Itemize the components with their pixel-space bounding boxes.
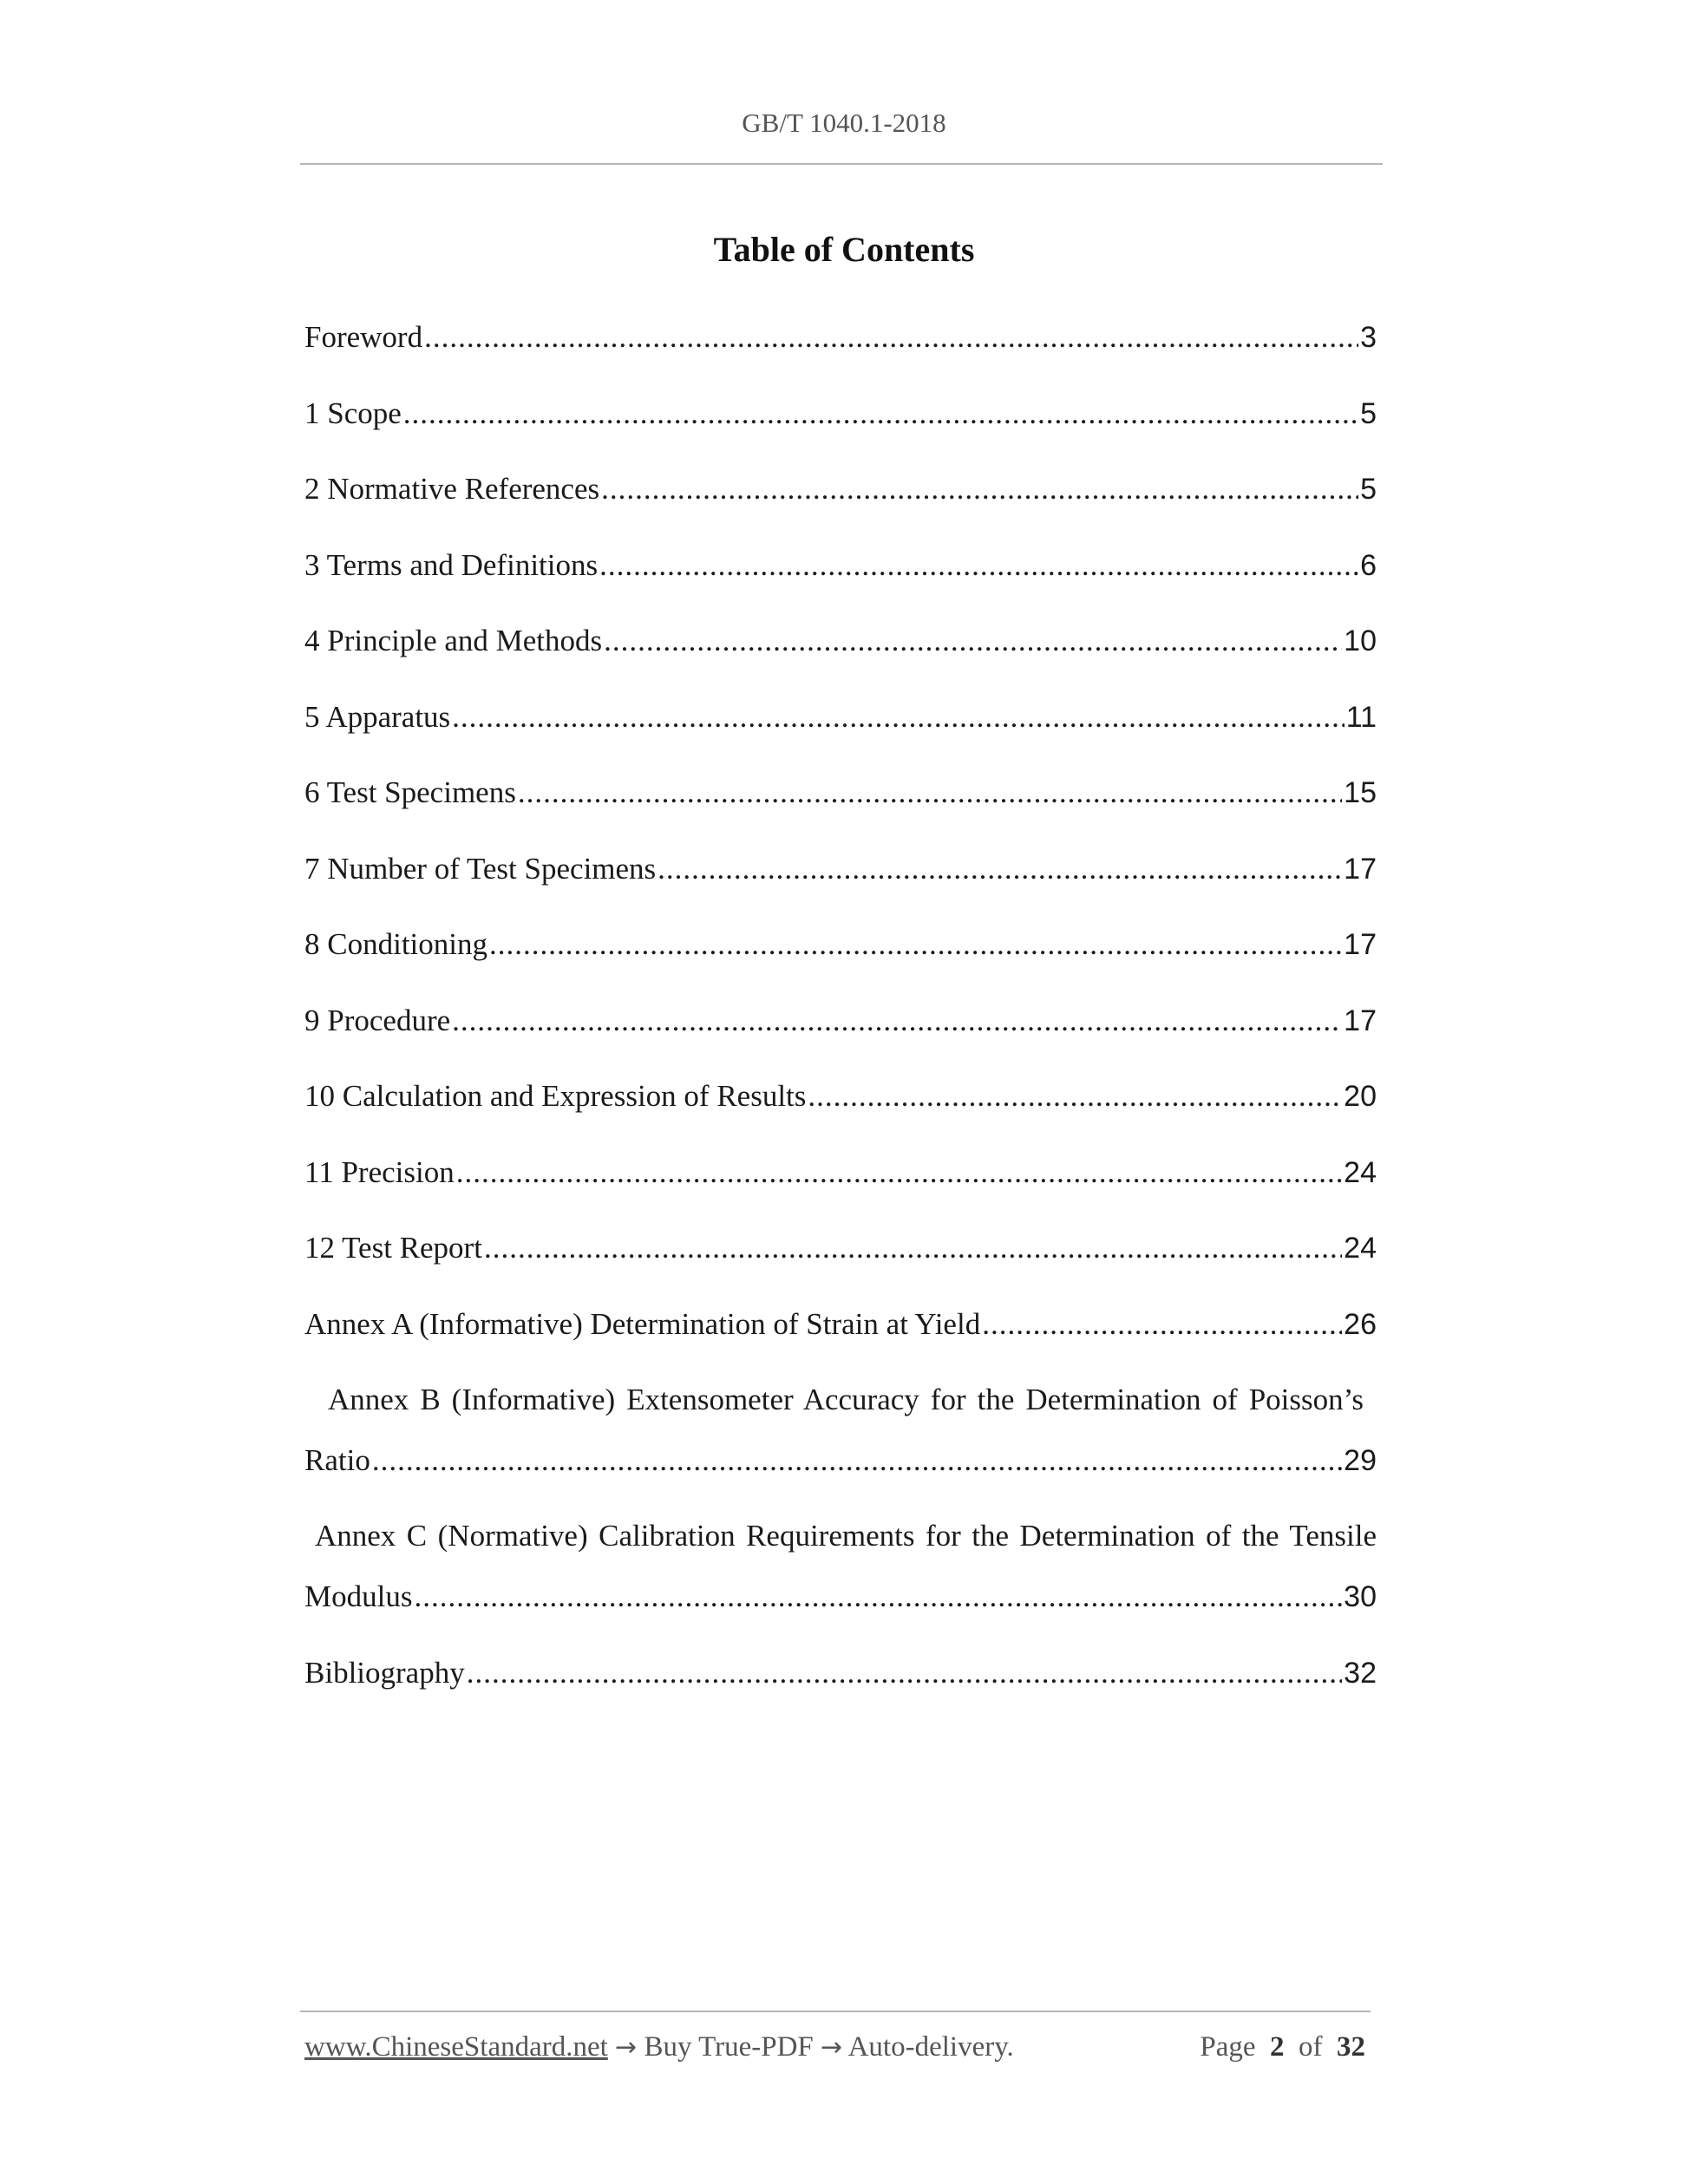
page-label: Page (1200, 2031, 1256, 2063)
toc-entry-label-line2: Modulus (304, 1579, 413, 1613)
toc-entry-label: 11 Precision (304, 1155, 455, 1189)
page-indicator (1200, 2031, 1365, 2063)
total-page-count: 32 (1337, 2031, 1365, 2063)
current-page-number: 2 (1270, 2031, 1285, 2063)
dot-leader (452, 697, 1345, 737)
toc-entry-label: 10 Calculation and Expression of Results (304, 1079, 807, 1113)
toc-entry-page: 20 (1344, 1080, 1377, 1113)
dot-leader (456, 1153, 1342, 1193)
toc-entry-precision[interactable] (304, 1153, 1377, 1193)
toc-entry-label: 6 Test Specimens (304, 775, 516, 809)
toc-entry-terms-and-definitions[interactable] (304, 546, 1377, 585)
toc-entry-label: 1 Scope (304, 396, 402, 430)
dot-leader (372, 1441, 1342, 1481)
toc-entry-scope[interactable] (304, 394, 1377, 434)
toc-entry-label: Bibliography (304, 1656, 465, 1690)
dot-leader (414, 1577, 1342, 1617)
document-code-header: GB/T 1040.1-2018 (742, 108, 946, 138)
dot-leader (982, 1305, 1342, 1344)
auto-delivery-text: Auto-delivery. (847, 2031, 1014, 2063)
header-divider (300, 163, 1383, 165)
toc-entry-page: 24 (1344, 1232, 1377, 1265)
of-label: of (1299, 2031, 1323, 2063)
toc-entry-label: 12 Test Report (304, 1231, 482, 1265)
toc-entry-page: 11 (1345, 701, 1377, 734)
toc-entry-label: 7 Number of Test Specimens (304, 852, 657, 886)
toc-entry-annex-a[interactable] (304, 1305, 1377, 1344)
toc-entry-label: 2 Normative References (304, 472, 600, 506)
toc-entry-procedure[interactable] (304, 1001, 1377, 1041)
site-link[interactable]: www.ChineseStandard.net (304, 2031, 608, 2063)
toc-entry-page: 17 (1344, 1004, 1377, 1037)
toc-entry-page: 24 (1344, 1156, 1377, 1189)
toc-entry-page: 10 (1344, 624, 1377, 657)
toc-entry-page: 15 (1344, 776, 1377, 809)
toc-entry-page: 6 (1360, 549, 1377, 582)
dot-leader (601, 469, 1358, 509)
right-arrow-icon: → (821, 2032, 843, 2063)
toc-entry-page: 29 (1344, 1444, 1377, 1477)
toc-entry-page: 17 (1344, 928, 1377, 961)
toc-entry-label: Foreword (304, 320, 423, 354)
toc-entry-page: 5 (1360, 397, 1377, 430)
buy-true-pdf-text: Buy True-PDF (644, 2031, 814, 2063)
toc-entry-label: 4 Principle and Methods (304, 624, 603, 657)
toc-entry-annex-b[interactable] (304, 1380, 1377, 1481)
toc-entry-label: 5 Apparatus (304, 700, 451, 734)
toc-entry-number-of-test-specimens[interactable] (304, 849, 1377, 889)
toc-entry-label: 3 Terms and Definitions (304, 548, 599, 582)
toc-entry-normative-references[interactable] (304, 469, 1377, 509)
toc-entry-page: 26 (1344, 1308, 1377, 1341)
toc-entry-foreword[interactable] (304, 317, 1377, 357)
dot-leader (489, 925, 1342, 964)
dot-leader (467, 1653, 1342, 1693)
toc-entry-principle-and-methods[interactable] (304, 621, 1377, 661)
toc-entry-page: 5 (1360, 473, 1377, 506)
toc-entry-test-report[interactable] (304, 1228, 1377, 1268)
footer-divider (300, 2011, 1371, 2012)
footer-promo (304, 2031, 1014, 2063)
toc-entry-annex-c[interactable] (304, 1516, 1377, 1617)
toc-entry-bibliography[interactable] (304, 1653, 1377, 1693)
toc-entry-label: 8 Conditioning (304, 927, 487, 961)
toc-entry-test-specimens[interactable] (304, 773, 1377, 813)
dot-leader (604, 621, 1342, 661)
dot-leader (518, 773, 1342, 813)
toc-entry-apparatus[interactable] (304, 697, 1377, 737)
toc-entry-label-line1: Annex B (Informative) Extensometer Accuracy for the Determination of Poisson’s (328, 1383, 1364, 1416)
toc-entry-page: 30 (1344, 1580, 1377, 1613)
toc-entry-page: 32 (1344, 1657, 1377, 1690)
toc-entry-label: Annex A (Informative) Determination of Strain at Yield (304, 1307, 981, 1341)
toc-entry-conditioning[interactable] (304, 925, 1377, 964)
dot-leader (808, 1076, 1342, 1116)
dot-leader (424, 317, 1358, 357)
dot-leader (658, 849, 1342, 889)
toc-entry-label-line1: Annex C (Normative) Calibration Requirements for the Determination of the Tensile (315, 1519, 1377, 1553)
toc-entry-page: 3 (1360, 321, 1377, 354)
toc-entry-label-line2: Ratio (304, 1443, 370, 1477)
toc-entry-label: 9 Procedure (304, 1004, 451, 1037)
dot-leader (403, 394, 1358, 434)
toc-entry-calculation-and-expression-of-results[interactable] (304, 1076, 1377, 1116)
dot-leader (484, 1228, 1342, 1268)
toc-title: Table of Contents (713, 230, 975, 269)
dot-leader (452, 1001, 1342, 1041)
toc-entry-page: 17 (1344, 853, 1377, 886)
dot-leader (599, 546, 1358, 585)
right-arrow-icon: → (615, 2032, 638, 2063)
